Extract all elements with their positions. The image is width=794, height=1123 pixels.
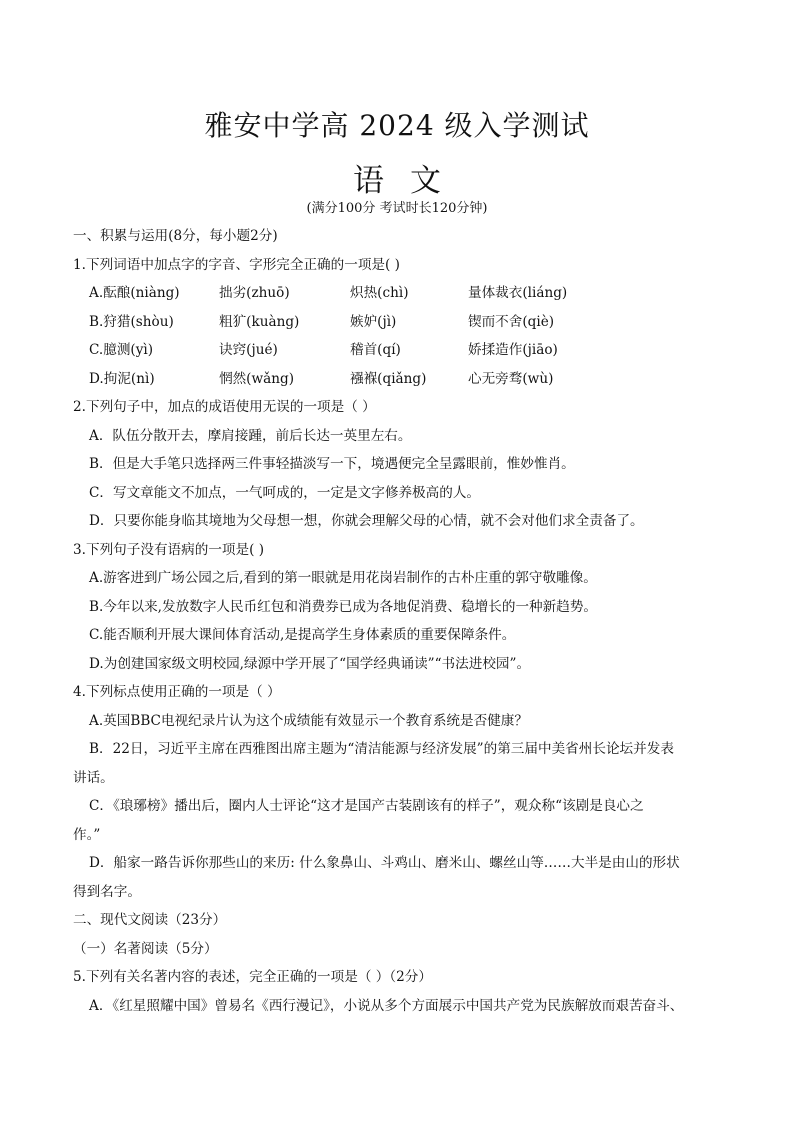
q1-option-cell: 惘然(wǎng)	[219, 371, 294, 387]
q4-option-c-cont: 作。”	[73, 827, 101, 843]
q4-option-d-cont: 得到名字。	[73, 884, 141, 900]
q1-option-cell: 诀窍(jué)	[219, 342, 278, 358]
q2-option-d: D．只要你能身临其境地为父母想一想，你就会理解父母的心情，就不会对他们求全责备了。	[89, 513, 644, 529]
q2-option-a: A．队伍分散开去，摩肩接踵，前后长达一英里左右。	[89, 428, 412, 444]
section-2-heading: 二、现代文阅读（23分）	[73, 912, 227, 928]
q4-option-a: A.英国BBC电视纪录片认为这个成绩能有效显示一个教育系统是否健康？	[89, 713, 528, 729]
q1-option-cell: 稽首(qí)	[350, 342, 401, 358]
q4-option-b: B．22日，习近平主席在西雅图出席主题为“清洁能源与经济发展”的第三届中美省州长论坛并发表	[89, 741, 674, 757]
q4-option-d: D．船家一路告诉你那些山的来历: 什么象鼻山、斗鸡山、磨米山、螺丝山等……大半是由山的形状	[89, 855, 680, 871]
q4-option-c: C．《琅琊榜》播出后，圈内人士评论“这才是国产古装剧该有的样子”，观众称“该剧是良心之	[89, 798, 644, 814]
question-1-stem: 1.下列词语中加点字的字音、字形完全正确的一项是( )	[73, 257, 400, 273]
q1-option-cell: 量体裁衣(liáng)	[468, 285, 568, 301]
q3-option-c: C.能否顺利开展大课间体育活动,是提高学生身体素质的重要保障条件。	[89, 627, 516, 643]
q3-option-d: D.为创建国家级文明校园,绿源中学开展了“国学经典诵读”“书法进校园”。	[89, 656, 531, 672]
question-4-stem: 4.下列标点使用正确的一项是（ ）	[73, 684, 281, 700]
q1-option-cell: C.臆测(yì)	[89, 342, 154, 358]
q1-option-cell: D.拘泥(nì)	[89, 371, 155, 387]
q4-option-b-cont: 讲话。	[73, 770, 114, 786]
q1-option-cell: 嫉妒(jì)	[350, 314, 397, 330]
q1-option-cell: 襁褓(qiǎng)	[350, 371, 427, 387]
q1-option-cell: 炽热(chì)	[350, 285, 409, 301]
exam-title: 雅安中学高 2024 级入学测试	[204, 109, 590, 142]
q5-option-a: A．《红星照耀中国》曾易名《西行漫记》，小说从多个方面展示中国共产党为民族解放而艰苦奋斗、	[89, 998, 684, 1014]
question-3-stem: 3.下列句子没有语病的一项是( )	[73, 542, 265, 558]
q1-option-cell: 娇揉造作(jiāo)	[468, 342, 558, 358]
q1-option-cell: 粗犷(kuàng)	[219, 314, 300, 330]
q2-option-b: B．但是大手笔只选择两三件事轻描淡写一下，境遇便完全呈露眼前，惟妙惟肖。	[89, 456, 575, 472]
q1-option-cell: B.狩猎(shòu)	[89, 314, 174, 330]
section-1-heading: 一、积累与运用(8分，每小题2分)	[73, 228, 278, 244]
q1-option-cell: 锲而不舍(qiè)	[468, 314, 555, 330]
q3-option-a: A.游客进到广场公园之后,看到的第一眼就是用花岗岩制作的古朴庄重的郭守敬雕像。	[89, 570, 597, 586]
question-5-stem: 5.下列有关名著内容的表述，完全正确的一项是（ ）（2分）	[73, 969, 432, 985]
q1-option-cell: 心无旁骛(wù)	[468, 371, 554, 387]
section-2-sub-heading: （一）名著阅读（5分）	[73, 941, 218, 957]
subject-title: 语文	[353, 163, 467, 199]
q3-option-b: B.今年以来,发放数字人民币红包和消费券已成为各地促消费、稳增长的一种新趋势。	[89, 599, 598, 615]
exam-meta: (满分100分 考试时长120分钟)	[306, 201, 488, 216]
question-2-stem: 2.下列句子中，加点的成语使用无误的一项是（ ）	[73, 399, 376, 415]
q2-option-c: C．写文章能文不加点，一气呵成的，一定是文字修养极高的人。	[89, 485, 481, 501]
q1-option-cell: 拙劣(zhuō)	[219, 285, 290, 301]
q1-option-cell: A.酝酿(niàng)	[89, 285, 180, 301]
